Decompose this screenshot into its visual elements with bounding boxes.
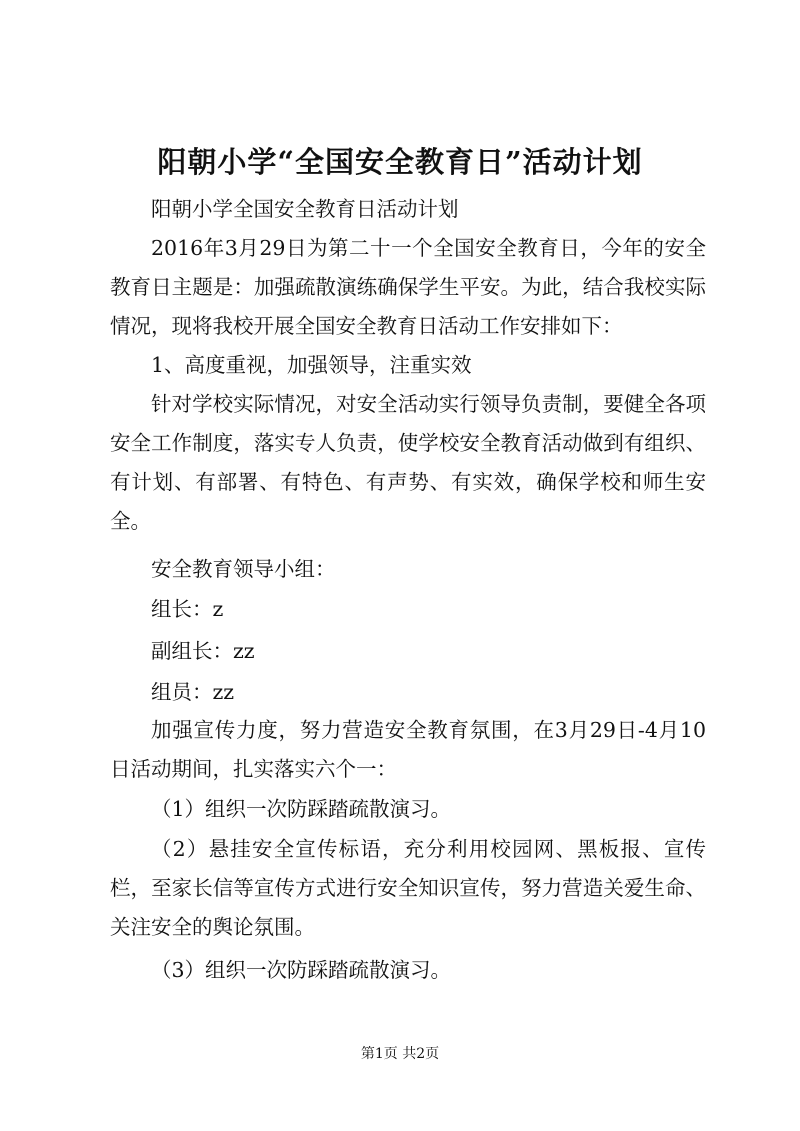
deputy-leader-line: 副组长：zz [151,639,255,663]
activity-item-2: （2）悬挂安全宣传标语，充分利用校园网、黑板报、宣传栏，至家长信等宣传方式进行安全知识宣传，努力营造关爱生命、关注安全的舆论氛围。 [110,837,706,939]
activity-item-3: （3）组织一次防踩踏疏散演习。 [151,958,452,982]
document-title: 阳朝小学“全国安全教育日”活动计划 [157,145,643,179]
publicity-paragraph: 加强宣传力度，努力营造安全教育氛围，在3月29日-4月10日活动期间，扎实落实六个一： [110,718,706,781]
group-leader-line: 组长：z [151,597,224,621]
subtitle-paragraph: 阳朝小学全国安全教育日活动计划 [151,197,459,221]
activity-item-1: （1）组织一次防踩踏疏散演习。 [151,797,452,821]
section-heading-1: 1、高度重视，加强领导，注重实效 [151,353,472,377]
leadership-group-heading: 安全教育领导小组： [151,557,336,581]
page-footer: 第1页 共2页 [360,1046,440,1062]
members-line: 组员：zz [151,680,235,704]
responsibility-paragraph: 针对学校实际情况，对安全活动实行领导负责制，要健全各项安全工作制度，落实专人负责，使学校安全教育活动做到有组织、有计划、有部署、有特色、有声势、有实效，确保学校和师生安全。 [110,392,706,533]
intro-paragraph: 2016年3月29日为第二十一个全国安全教育日，今年的安全教育日主题是：加强疏散演练确保学生平安。为此，结合我校实际情况，现将我校开展全国安全教育日活动工作安排如下： [110,236,706,338]
